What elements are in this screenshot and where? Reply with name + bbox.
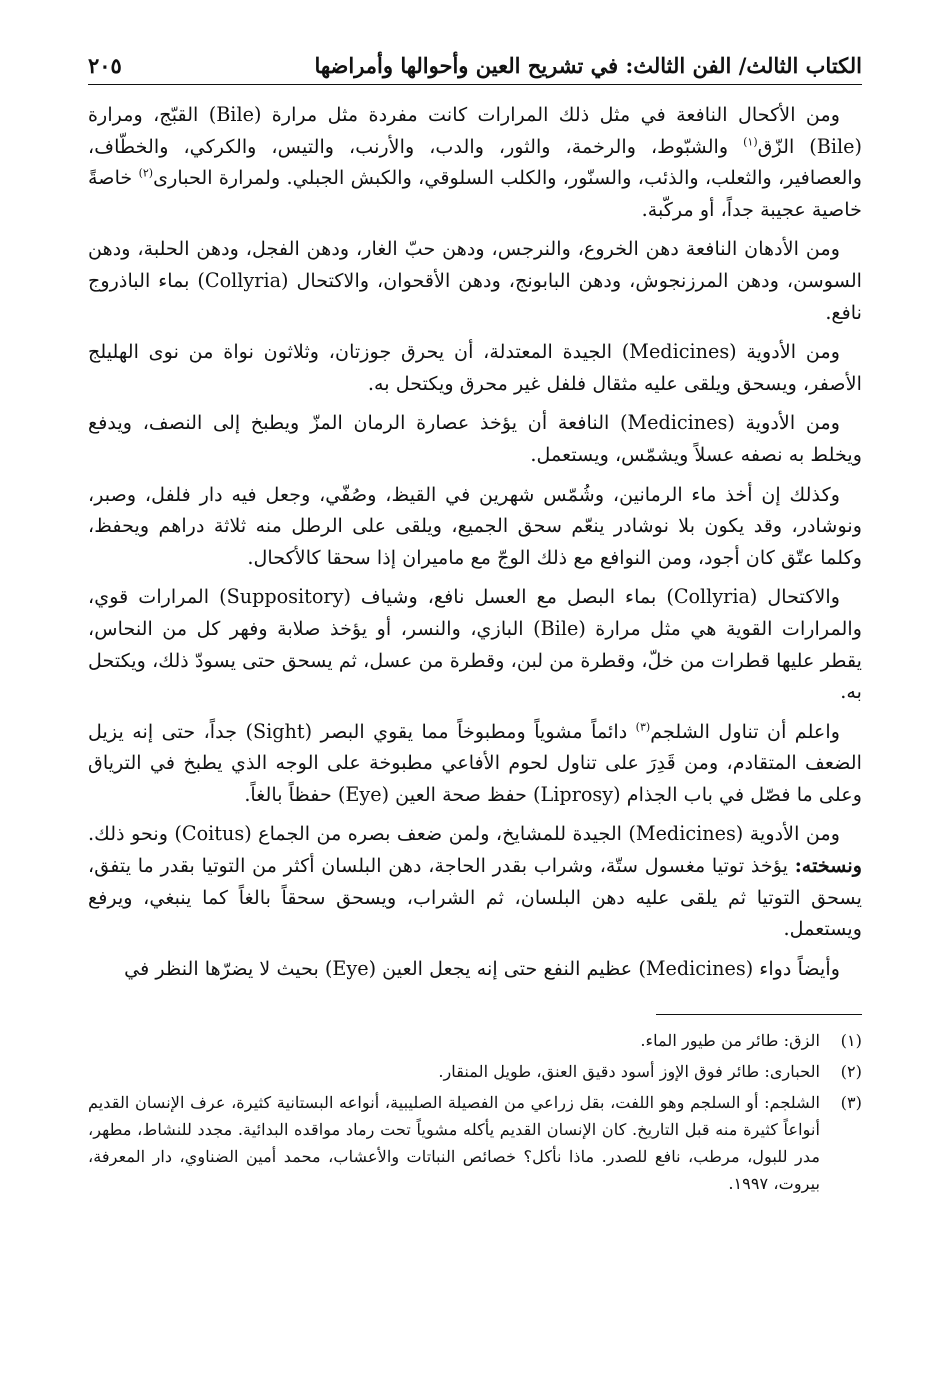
body-text (88, 99, 862, 984)
paragraph: وأيضاً دواء (Medicines) عظيم النفع حتى إنه يجعل العين (Eye) بحيث لا يضرّها النظر في (124, 956, 840, 980)
paragraph: واعلم أن تناول الشلجم$^{(٣)}$ دائماً مشوياً ومطبوخاً مما يقوي البصر (Sight) جداً، حتى إنه يزيل الضعف المتقادم، ومن قَدِرَ على تناول لحوم الأفاعي مطبوخة على الوجه الذي يطبخ في الترياق وعلى ما فصّل في باب الجذام (Liprosy) حفظ صحة العين (Eye) حفظاً بالغاً. (88, 719, 862, 806)
running-header (88, 40, 862, 85)
footnote-number: (٣) (840, 1093, 862, 1113)
book-page (88, 40, 862, 1369)
footnote-divider (656, 1014, 862, 1015)
footnotes (88, 1027, 862, 1197)
footnote-number: (١) (840, 1031, 862, 1051)
paragraph: ومن الأدوية (Medicines) الجيدة للمشايخ، ولمن ضعف بصره من الجماع (Coitus) ونحو ذلك. ونسخته: يؤخذ توتيا مغسول ستّة، وشراب بقدر الحاجة، دهن البلسان أكثر من التوتيا بقدر ما يتفق، يسحق التوتيا ثم يلقى عليه دهن البلسان، ثم الشراب، ويسحق سحقاً بالغاً كما ينبغي، ويرفع ويستعمل. (88, 822, 862, 941)
paragraph: ومن الأدوية (Medicines) النافعة أن يؤخذ عصارة الرمان المزّ ويطبخ إلى النصف، ويدفع ويخلط به نصفه عسلاً ويشمّس، ويستعمل. (88, 411, 862, 466)
footnote-text: الحبارى: طائر فوق الإوز أسود دقيق العنق، طويل المنقار. (438, 1062, 820, 1082)
header-title: الكتاب الثالث/ الفن الثالث: في تشريح العين وأحوالها وأمراضها (314, 53, 862, 78)
paragraph: ومن الأكحال النافعة في مثل ذلك المرارات كانت مفردة مثل مرارة (Bile) القبّج، ومرارة (Bile) الزّق$^{(١)}$ والشبّوط، والرخمة، والثور، والدب، والأرنب، والتيس، والكركي، والخطّاف، والعصافير، والثعلب، والذئب، والسنّور، والكلب السلوقي، والكبش الجبلي. ولمرارة الحبارى$^{(٢)}$ خاصةً خاصية عجيبة جداً، أو مركّبة. (88, 103, 863, 221)
footnote-marker[interactable]: (١) (743, 135, 758, 149)
footnote (88, 1058, 862, 1085)
footnote-marker[interactable]: (٢) (138, 166, 154, 180)
footnote (88, 1089, 862, 1197)
paragraph: ومن الأدوية (Medicines) الجيدة المعتدلة، أن يحرق جوزتان، وثلاثون نواة من نوى الهليلج الأصفر، ويسحق ويلقى عليه مثقال فلفل غير محرق ويكتحل به. (88, 340, 862, 395)
paragraph: والاكتحال (Collyria) بماء البصل مع العسل نافع، وشياف (Suppository) المرارات قوي، والمرارات القوية هي مثل مرارة (Bile) البازي، والنسر، أو يؤخذ صلابة وفهر كل من النحاس، يقطر عليها قطرات من خلّ، وقطرة من لبن، وقطرة من عسل، ثم يسحق حتى يسودّ ذلك، ويكتحل به. (88, 585, 862, 704)
paragraph: وكذلك إن أخذ ماء الرمانين، وشُمّس شهرين في القيظ، وصُفّي، وجعل فيه دار فلفل، وصبر، ونوشادر، وقد يكون بلا نوشادر ينعّم سحق الجميع، ويلقى على الرطل منه ثلاثة دراهم ويحفظ، وكلما عتّق كان أجود، ومن النوافع مع ذلك الوجّ مع ماميران إذا سحقا كالأكحال. (88, 482, 862, 569)
paragraph: ومن الأدهان النافعة دهن الخروع، والنرجس، ودهن حبّ الغار، ودهن الفجل، ودهن الحلبة، ودهن السوسن، ودهن المرزنجوش، ودهن البابونج، ودهن الأقحوان، والاكتحال (Collyria) بماء الباذروج نافع. (88, 237, 862, 324)
footnote-number: (٢) (840, 1062, 862, 1082)
footnote-marker[interactable]: (٣) (635, 720, 651, 734)
footnote-text: الشلجم: أو السلجم وهو اللفت، بقل زراعي من الفصيلة الصليبية، أنواعه البستانية كثيرة، عرف الإنسان القديم أنواعاً كثيرة منه قبل التاريخ. كان الإنسان القديم يأكله مشوياً تحت رماد مواقده البدائية. مجدد للنشاط، مطهر، مدر للبول، مرطب، نافع للصدر. ماذا نأكل؟ خصائص النباتات والأعشاب، محمد أمين الضناوي، دار المعرفة، بيروت، ١٩٩٧. (88, 1093, 820, 1194)
footnote (88, 1027, 862, 1054)
footnote-text: الزق: طائر من طيور الماء. (640, 1031, 820, 1051)
page-number: ٢٠٥ (88, 53, 122, 78)
